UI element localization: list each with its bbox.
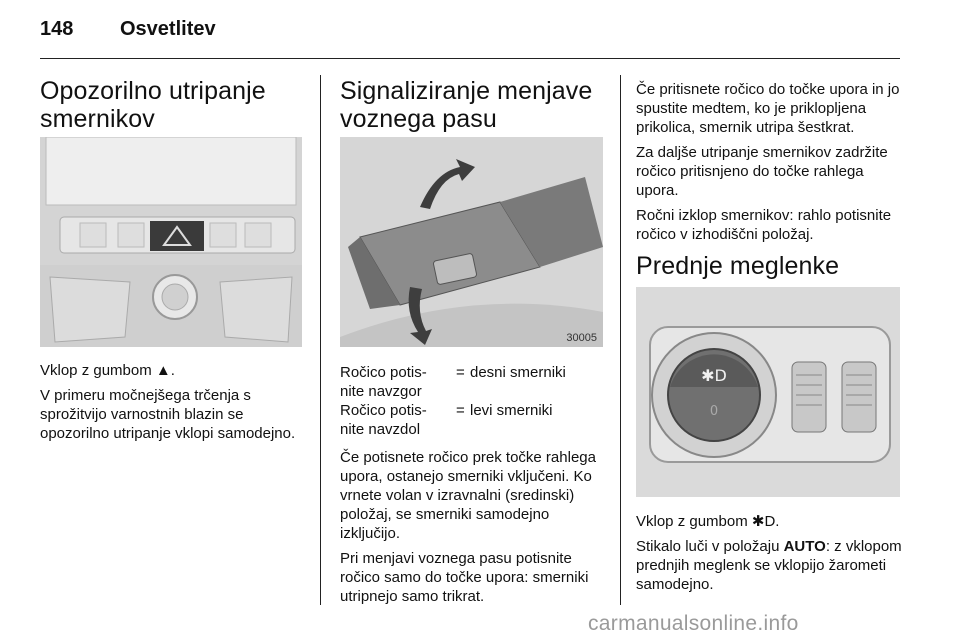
hazard-triangle-icon: ▲ [155, 362, 171, 379]
paragraph: Vklop z gumbom ✱D. [636, 513, 780, 530]
section-lane-change [340, 77, 610, 133]
page-number: 148 [40, 18, 74, 40]
definition-desc: desni smerniki [470, 364, 566, 381]
col3-text-top [636, 80, 906, 250]
paragraph: V primeru močnejšega trčenja s sprožitvijo varnostnih blazin se opozorilno utripanje vklopi samodejno. [40, 387, 296, 442]
paragraph: Vklop z gumbom ▲. [40, 362, 175, 379]
section-hazard-lights [40, 77, 306, 133]
section-heading: Prednje meglenke [636, 252, 840, 280]
paragraph: Ročni izklop smernikov: rahlo potisnite ročico v izhodiščni položaj. [636, 207, 892, 243]
definition-row [340, 363, 610, 401]
paragraph: Za daljše utripanje smernikov zadržite ročico pritisnjeno do točke rahlega upora. [636, 144, 888, 199]
column-divider [320, 75, 321, 605]
paragraph: Pri menjavi voznega pasu potisnite ročico samo do točke upora: smerniki utripnejo samo trikrat. [340, 550, 589, 605]
figure-number: 30005 [566, 332, 597, 344]
definition-equals: = [456, 364, 465, 381]
definition-equals: = [456, 402, 465, 419]
chapter-title: Osvetlitev [120, 18, 216, 40]
auto-label: AUTO [783, 538, 826, 555]
definition-term: Ročico potis-nite navzdol [340, 402, 427, 438]
section-heading: Signaliziranje menjave voznega pasu [340, 77, 593, 133]
paragraph: Stikalo luči v položaju AUTO: z vklopom prednjih meglenk se vklopijo žarometi samodejno. [636, 538, 902, 593]
svg-text:0: 0 [709, 404, 719, 419]
paragraph: Če pritisnete ročico do točke upora in jo spustite medtem, ko je priklopljena prikolica, smernik utripa šestkrat. [636, 81, 900, 136]
svg-text:✱D: ✱D [701, 366, 727, 385]
front-fog-lamp-icon: ✱D [751, 513, 776, 530]
column-divider [620, 75, 621, 605]
col2-text [340, 448, 610, 612]
watermark: carmanualsonline.info [588, 612, 799, 635]
col3-text-bottom [636, 512, 906, 600]
definition-row [340, 401, 610, 439]
paragraph: Če potisnete ročico prek točke rahlega upora, ostanejo smerniki vključeni. Ko vrnete volan v izravnalni (sredinski) položaj, se smerniki samodejno izključijo. [340, 449, 596, 542]
section-heading: Opozorilno utripanje smernikov [40, 77, 266, 133]
light-switch-illustration [636, 287, 900, 497]
definition-term: Ročico potis-nite navzgor [340, 364, 427, 400]
hazard-button-illustration [40, 137, 302, 347]
col1-text [40, 361, 310, 449]
turn-signal-lever-illustration [340, 137, 603, 347]
header-divider [40, 58, 900, 59]
section-front-fog-lamps [636, 252, 906, 280]
definition-desc: levi smerniki [470, 402, 553, 419]
